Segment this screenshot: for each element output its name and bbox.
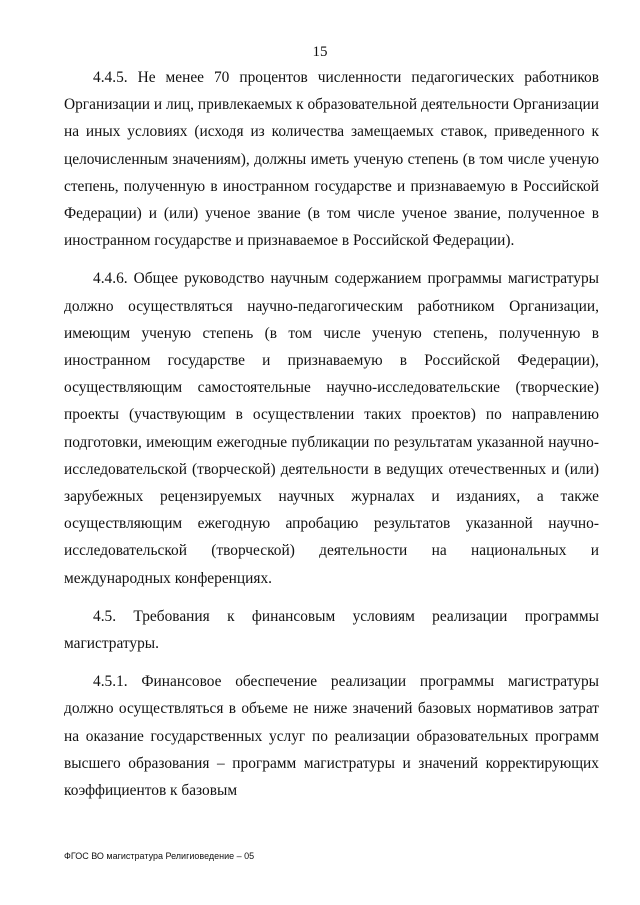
paragraph-4-5-1: 4.5.1. Финансовое обеспечение реализации программы магистратуры должно осуществляться в объеме не ниже значений базовых нормативов затрат на оказание государственных услуг по реализации образовательных программ высшего образования – программ магистратуры и значений корректирующих коэффициентов к базовым xyxy=(64,673,599,800)
page-footer: ФГОС ВО магистратура Религиоведение – 05 xyxy=(64,851,255,861)
paragraph-4-4-5: 4.4.5. Не менее 70 процентов численности педагогических работников Организации и лиц, привлекаемых к образовательной деятельности Организации на иных условиях (исходя из количества замещаемых ставок, приведенного к целочисленным значениям), должны иметь ученую степень (в том числе ученую степень, полученную в иностранном государстве и признаваемую в Российской Федерации) и (или) ученое звание (в том числе ученое звание, полученное в иностранном государстве и признаваемое в Российской Федерации). xyxy=(64,69,599,250)
page-number: 15 xyxy=(312,44,328,60)
document-body xyxy=(64,64,599,804)
paragraph-4-5: 4.5. Требования к финансовым условиям реализации программы магистратуры. xyxy=(64,607,599,653)
paragraph-4-4-6: 4.4.6. Общее руководство научным содержанием программы магистратуры должно осуществляться научно-педагогическим работником Организации, имеющим ученую степень (в том числе ученую степень, полученную в иностранном государстве и признаваемую в Российской Федерации), осуществляющим самостоятельные научно-исследовательские (творческие) проекты (участвующим в осуществлении таких проектов) по направлению подготовки, имеющим ежегодные публикации по результатам указанной научно-исследовательской (творческой) деятельности в ведущих отечественных и (или) зарубежных рецензируемых научных журналах и изданиях, а также осуществляющим ежегодную апробацию результатов указанной научно-исследовательской (творческой) деятельности на национальных и международных конференциях. xyxy=(64,270,599,587)
